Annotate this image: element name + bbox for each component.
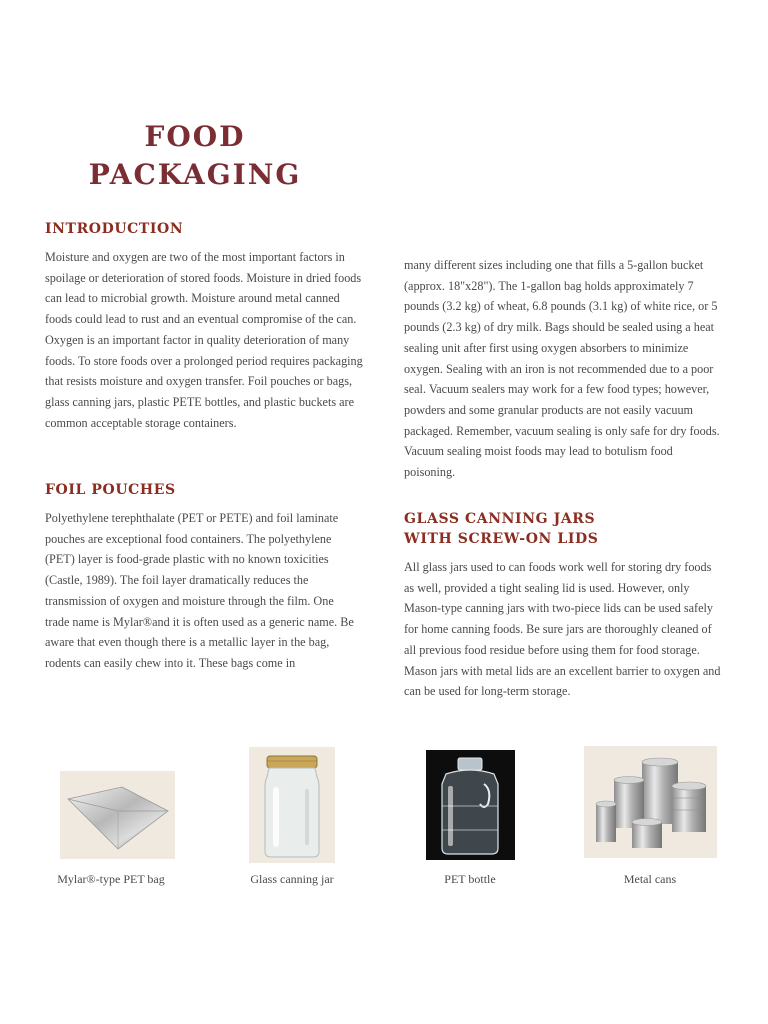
metal-cans-image bbox=[584, 746, 717, 858]
introduction-heading: INTRODUCTION bbox=[45, 221, 184, 237]
pet-bottle-image bbox=[426, 750, 515, 860]
mylar-bag-caption: Mylar®-type PET bag bbox=[57, 872, 165, 886]
canning-jar-caption: Glass canning jar bbox=[250, 872, 334, 886]
pet-bottle-icon bbox=[426, 750, 515, 860]
metal-cans-caption: Metal cans bbox=[623, 872, 677, 886]
glass-jars-heading-line-2: WITH SCREW-ON LIDS bbox=[404, 531, 599, 547]
foil-pouches-continued-text: many different sizes including one that fills a 5-gallon bucket (approx. 18"x28"). The 1-gallon bag holds approximately 7 pounds (3.2 kg) of wheat, 6.8 pounds (3.1 kg) of white rice, or 5 pounds (2.3 kg) of dry milk. Bags should be sealed using a heat sealing unit after first using oxygen absorbers to minimize oxygen. Sealing with an iron is not recommended due to a poor seal. Vacuum sealers may work for a few food types; however, powders and some granular products are not easily vacuum packaged. Remember, vacuum sealing is only safe for dry foods. Vacuum sealing moist foods may lead to botulism food poisoning. bbox=[404, 258, 720, 480]
pet-bottle-caption: PET bottle bbox=[444, 872, 496, 886]
foil-pouches-text: Polyethylene terephthalate (PET or PETE) and foil laminate pouches are exceptional food containers. The polyethylene (PET) layer is food-grade plastic with no known toxicities (Castle, 1989). The foil layer dramatically reduces the transmission of oxygen and moisture through the film. One trade name is Mylar®and it is often used as a generic name. Be aware that even though there is a metallic layer in the bag, rodents can easily chew into it. These bags come in bbox=[45, 511, 354, 670]
canning-jar-image bbox=[249, 747, 335, 863]
glass-jars-text: All glass jars used to can foods work well for storing dry foods as well, provided a tight sealing lid is used. However, only Mason-type canning jars with two-piece lids can be used safely for home canning foods. Be sure jars are thoroughly cleaned of all previous food residue before using them for food storage. Mason jars with metal lids are an excellent barrier to oxygen and can be used for long-term storage. bbox=[404, 560, 721, 699]
introduction-text: Moisture and oxygen are two of the most important factors in spoilage or deterioration of stored foods. Moisture in dried foods can lead to microbial growth. Moisture around metal canned foods could lead to rust and an eventual compromise of the can. Oxygen is an important factor in quality deterioration of many foods. To store foods over a prolonged period requires packaging that resists moisture and oxygen transfer. Foil pouches or bags, glass canning jars, plastic PETE bottles, and plastic buckets are common acceptable storage containers. bbox=[45, 250, 363, 430]
mylar-bag-icon bbox=[60, 771, 175, 859]
mylar-bag-image bbox=[60, 771, 175, 859]
page-title bbox=[60, 118, 330, 194]
foil-pouches-heading: FOIL POUCHES bbox=[45, 482, 176, 498]
glass-jars-heading bbox=[404, 509, 598, 549]
canning-jar-icon bbox=[249, 747, 335, 863]
metal-cans-icon bbox=[584, 746, 717, 858]
title-line-1: FOOD bbox=[144, 120, 246, 153]
title-line-2: PACKAGING bbox=[88, 158, 302, 191]
glass-jars-heading-line-1: GLASS CANNING JARS bbox=[404, 511, 596, 527]
